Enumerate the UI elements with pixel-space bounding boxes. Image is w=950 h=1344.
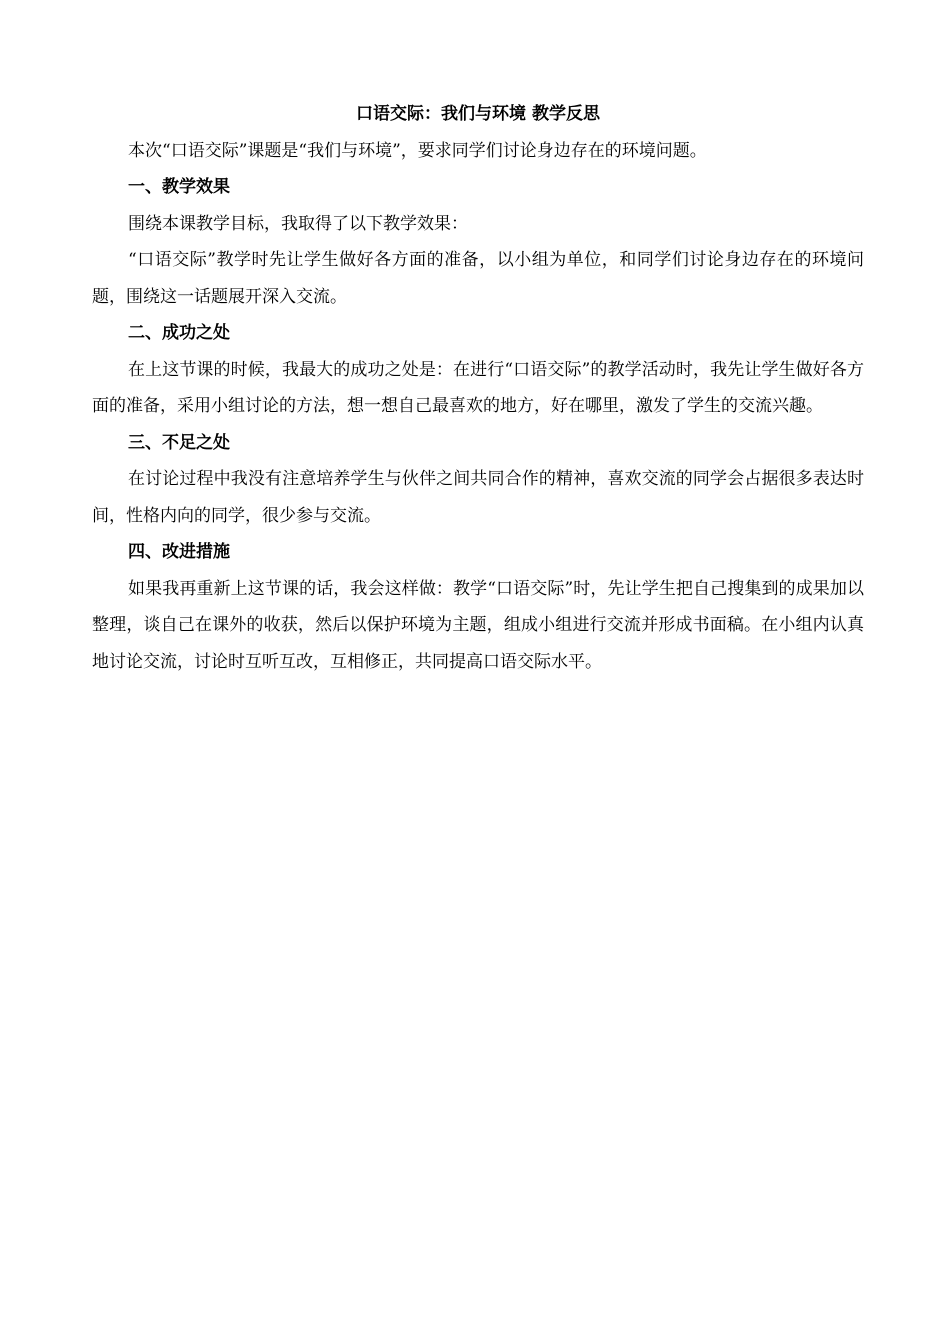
section-heading-shortcoming: 三、不足之处 <box>128 432 230 453</box>
effect-paragraph-2: “口语交际”教学时先让学生做好各方面的准备，以小组为单位，和同学们讨论身边存在的环境问题，围绕这一话题展开深入交流。 <box>92 250 864 307</box>
section-heading-effect: 一、教学效果 <box>128 177 230 197</box>
success-paragraph: 在上这节课的时候，我最大的成功之处是：在进行“口语交际”的教学活动时，我先让学生做好各方面的准备，采用小组讨论的方法，想一想自己最喜欢的地方，好在哪里，激发了学生的交流兴趣。 <box>92 359 864 416</box>
document-title: 口语交际：我们与环境 教学反思 <box>356 104 600 124</box>
section-heading-success: 二、成功之处 <box>128 323 230 343</box>
section-heading-improvement: 四、改进措施 <box>128 542 230 562</box>
improvement-paragraph: 如果我再重新上这节课的话，我会这样做：教学“口语交际”时，先让学生把自己搜集到的成果加以整理，谈自己在课外的收获，然后以保护环境为主题，组成小组进行交流并形成书面稿。在小组内认真地讨论交流，讨论时互听互改，互相修正，共同提高口语交际水平。 <box>92 578 864 672</box>
intro-paragraph: 本次“口语交际”课题是“我们与环境”，要求同学们讨论身边存在的环境问题。 <box>128 140 707 161</box>
document-page <box>92 96 864 680</box>
effect-paragraph-1: 围绕本课教学目标，我取得了以下教学效果： <box>128 213 468 234</box>
shortcoming-paragraph: 在讨论过程中我没有注意培养学生与伙伴之间共同合作的精神，喜欢交流的同学会占据很多表达时间，性格内向的同学，很少参与交流。 <box>92 469 864 526</box>
